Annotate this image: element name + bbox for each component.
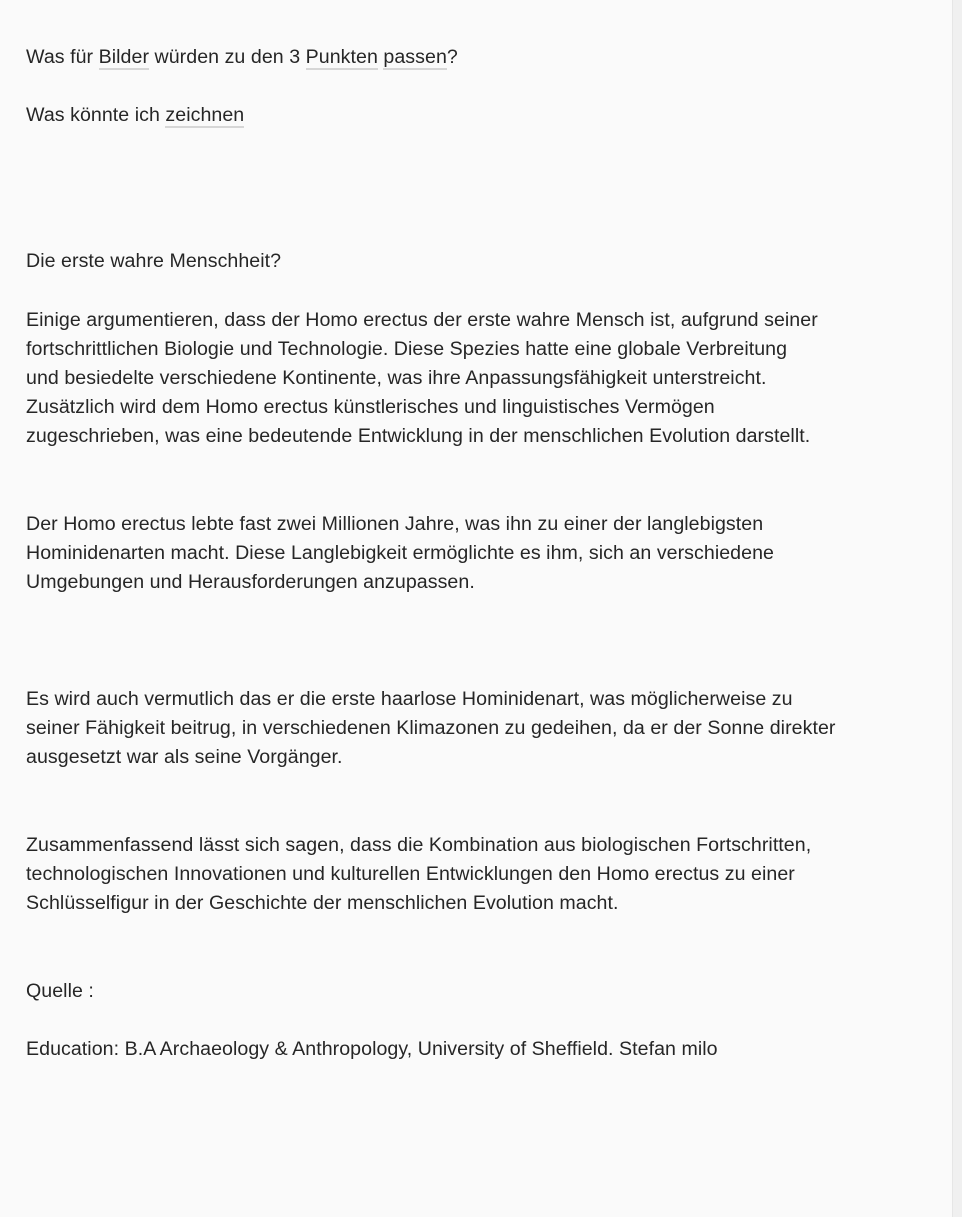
question-prefix: Was für	[26, 46, 99, 68]
paragraph-1	[26, 306, 926, 451]
spellcheck-word-bilder[interactable]: Bilder	[98, 46, 150, 68]
source-text: Education: B.A Archaeology & Anthropology, University of Sheffield. Stefan milo	[26, 1038, 718, 1060]
section-heading: Die erste wahre Menschheit?	[26, 250, 282, 272]
question-middle: würden zu den 3	[149, 46, 306, 68]
vertical-scrollbar[interactable]	[952, 0, 962, 1217]
source-label: Quelle :	[26, 980, 94, 1002]
paragraph-4-line: Schlüsselfigur in der Geschichte der menschlichen Evolution macht.	[26, 892, 619, 914]
paragraph-2	[26, 510, 926, 597]
paragraph-3	[26, 685, 926, 772]
paragraph-4-line: technologischen Innovationen und kulturellen Entwicklungen den Homo erectus zu einer	[26, 863, 795, 885]
spellcheck-word-punkten[interactable]: Punkten	[305, 46, 378, 68]
paragraph-1-line: und besiedelte verschiedene Kontinente, was ihre Anpassungsfähigkeit unterstreicht.	[26, 367, 767, 389]
question-line	[26, 43, 458, 72]
paragraph-1-line: zugeschrieben, was eine bedeutende Entwicklung in der menschlichen Evolution darstellt.	[26, 425, 811, 447]
paragraph-2-line: Der Homo erectus lebte fast zwei Millionen Jahre, was ihn zu einer der langlebigsten	[26, 513, 764, 535]
spellcheck-word-zeichnen[interactable]: zeichnen	[165, 104, 245, 126]
paragraph-1-line: fortschrittlichen Biologie und Technologie. Diese Spezies hatte eine globale Verbreitung	[26, 338, 788, 360]
paragraph-4	[26, 831, 926, 918]
paragraph-2-line: Umgebungen und Herausforderungen anzupassen.	[26, 571, 475, 593]
paragraph-3-line: ausgesetzt war als seine Vorgänger.	[26, 746, 343, 768]
paragraph-2-line: Hominidenarten macht. Diese Langlebigkeit ermöglichte es ihm, sich an verschiedene	[26, 542, 774, 564]
paragraph-1-line: Einige argumentieren, dass der Homo erectus der erste wahre Mensch ist, aufgrund seiner	[26, 309, 818, 331]
paragraph-1-line: Zusätzlich wird dem Homo erectus künstlerisches und linguistisches Vermögen	[26, 396, 715, 418]
paragraph-3-line: Es wird auch vermutlich das er die erste haarlose Hominidenart, was möglicherweise zu	[26, 688, 793, 710]
spellcheck-word-passen[interactable]: passen	[383, 46, 447, 68]
paragraph-3-line: seiner Fähigkeit beitrug, in verschiedenen Klimazonen zu gedeihen, da er der Sonne direkter	[26, 717, 836, 739]
question-suffix: ?	[446, 46, 458, 68]
question2-prefix: Was könnte ich	[26, 104, 166, 126]
paragraph-4-line: Zusammenfassend lässt sich sagen, dass die Kombination aus biologischen Fortschritten,	[26, 834, 812, 856]
question2-line	[26, 101, 244, 130]
